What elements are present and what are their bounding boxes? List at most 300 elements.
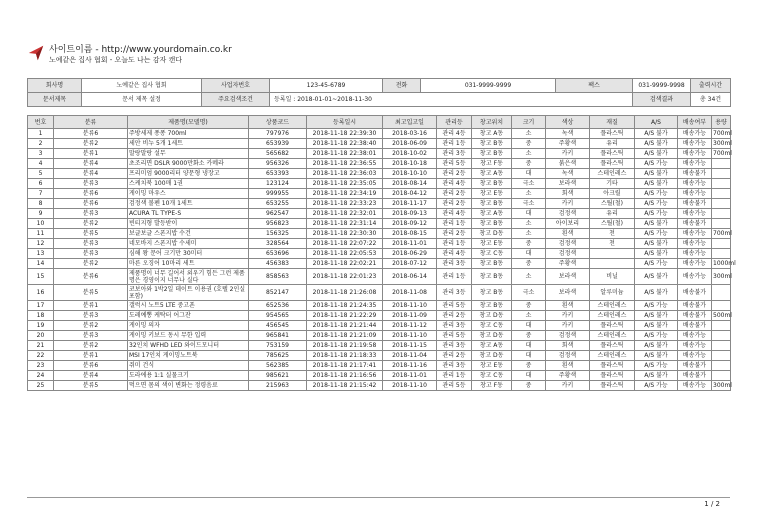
table-cell: 2018-11-18 22:35:05 bbox=[307, 179, 383, 189]
logo-icon bbox=[27, 44, 45, 62]
table-cell: 753159 bbox=[249, 341, 307, 351]
table-cell: A/S 가능 bbox=[635, 381, 678, 391]
table-cell: 23 bbox=[28, 361, 54, 371]
table-cell: 2018-11-18 21:16:56 bbox=[307, 371, 383, 381]
table-cell: 아이보리 bbox=[546, 219, 590, 229]
table-cell: 2018-11-18 21:21:09 bbox=[307, 331, 383, 341]
table-cell: 창고 D동 bbox=[472, 311, 512, 321]
column-header: 용량 bbox=[712, 116, 731, 129]
table-cell: 985621 bbox=[249, 371, 307, 381]
table-cell: 스테인레스 bbox=[590, 301, 635, 311]
table-row bbox=[28, 361, 731, 371]
table-cell bbox=[590, 259, 635, 269]
table-cell: 소 bbox=[512, 149, 546, 159]
table-cell: A/S 불가 bbox=[635, 341, 678, 351]
table-cell: 창고 B동 bbox=[472, 285, 512, 301]
column-header: 번호 bbox=[28, 116, 54, 129]
table-cell: A/S 불가 bbox=[635, 285, 678, 301]
table-cell: 8 bbox=[28, 199, 54, 209]
table-cell: 2018-11-17 bbox=[383, 199, 437, 209]
table-cell: 배송가능 bbox=[678, 331, 712, 341]
table-cell: 플라스틱 bbox=[590, 321, 635, 331]
table-cell: 스케치북 100매 1권 bbox=[128, 179, 249, 189]
table-cell: A/S 불가 bbox=[635, 179, 678, 189]
table-cell: 배송가능 bbox=[678, 139, 712, 149]
table-cell: 2018-11-01 bbox=[383, 371, 437, 381]
table-cell: 2018-11-18 21:26:08 bbox=[307, 285, 383, 301]
table-cell bbox=[712, 361, 731, 371]
table-cell: 785625 bbox=[249, 351, 307, 361]
table-cell: 유리 bbox=[590, 139, 635, 149]
site-title: 사이트이름 - http://www.yourdomain.co.kr bbox=[49, 45, 232, 55]
column-header: 등록일시 bbox=[307, 116, 383, 129]
table-cell: 300ml bbox=[713, 140, 732, 147]
table-cell: 19 bbox=[28, 321, 54, 331]
table-cell: 천 bbox=[590, 239, 635, 249]
table-cell: 플라스틱 bbox=[590, 371, 635, 381]
table-cell: 배송가능 bbox=[678, 229, 712, 239]
table-cell: 유리 bbox=[590, 209, 635, 219]
table-cell: 창고 B동 bbox=[472, 269, 512, 285]
table-cell: 카키 bbox=[546, 199, 590, 209]
table-cell: 관리 1등 bbox=[437, 139, 472, 149]
table-cell: 2018-11-08 bbox=[383, 285, 437, 301]
table-row bbox=[28, 179, 731, 189]
table-cell: 녹색 bbox=[546, 169, 590, 179]
doc-title-value: 문서 제목 설정 bbox=[82, 93, 202, 107]
table-cell: 소 bbox=[512, 189, 546, 199]
table-cell: 653939 bbox=[249, 139, 307, 149]
biz-number-value: 123-45-6789 bbox=[270, 79, 383, 93]
table-cell: 검정색 bbox=[546, 249, 590, 259]
table-cell: 배송가능 bbox=[678, 239, 712, 249]
table-cell bbox=[590, 249, 635, 259]
table-cell: 관리 4등 bbox=[437, 209, 472, 219]
table-cell: 관리 4등 bbox=[437, 179, 472, 189]
table-cell: 스테인레스 bbox=[590, 351, 635, 361]
table-row bbox=[28, 219, 731, 229]
table-cell: 관리 2등 bbox=[437, 229, 472, 239]
table-cell: 분류1 bbox=[54, 351, 128, 361]
table-cell: 대 bbox=[512, 169, 546, 179]
table-cell: 회색 bbox=[546, 189, 590, 199]
table-cell: 마른 오징어 10마리 세트 bbox=[128, 259, 249, 269]
table-cell: 녹색 bbox=[546, 129, 590, 139]
table-cell: A/S 불가 bbox=[635, 219, 678, 229]
table-cell: 스테인레스 bbox=[590, 169, 635, 179]
table-cell: 배송불가 bbox=[678, 311, 712, 321]
table-cell: 2018-11-18 21:17:41 bbox=[307, 361, 383, 371]
table-cell: 배송불가 bbox=[678, 371, 712, 381]
table-cell: 소 bbox=[512, 219, 546, 229]
table-cell: 배송가능 bbox=[678, 249, 712, 259]
table-cell: 스테인레스 bbox=[590, 311, 635, 321]
table-cell: 코보아와 1박2일 데이트 이용권 (호텔 2인실 포함) bbox=[128, 285, 249, 301]
table-cell: 2018-11-18 22:33:23 bbox=[307, 199, 383, 209]
table-cell: A/S 가능 bbox=[635, 199, 678, 209]
search-condition-label: 주요검색조건 bbox=[202, 93, 270, 107]
table-cell: 게이밍 키보드 동시 무한 입력 bbox=[128, 331, 249, 341]
table-cell: 배송가능 bbox=[678, 129, 712, 139]
table-cell: 대 bbox=[512, 341, 546, 351]
table-cell bbox=[712, 159, 731, 169]
table-cell: 관리 5등 bbox=[437, 301, 472, 311]
table-cell: 알루미늄 bbox=[590, 285, 635, 301]
table-cell: 797976 bbox=[249, 129, 307, 139]
table-cell: 배송불가 bbox=[678, 169, 712, 179]
table-row bbox=[28, 269, 731, 285]
table-cell: 분류3 bbox=[54, 209, 128, 219]
table-row bbox=[28, 239, 731, 249]
table-cell: 프리미엄 9000리터 양문형 냉장고 bbox=[128, 169, 249, 179]
table-cell: 25 bbox=[28, 381, 54, 391]
table-cell: 갤럭시 노트5 LTE 중고폰 bbox=[128, 301, 249, 311]
table-cell: 관리 3등 bbox=[437, 361, 472, 371]
table-row bbox=[28, 199, 731, 209]
table-cell: 2018-11-12 bbox=[383, 321, 437, 331]
table-cell: 10 bbox=[28, 219, 54, 229]
table-cell: 956326 bbox=[249, 159, 307, 169]
table-cell bbox=[712, 239, 731, 249]
table-cell: 분류4 bbox=[54, 371, 128, 381]
table-cell: 보라색 bbox=[546, 269, 590, 285]
table-cell: 대 bbox=[512, 249, 546, 259]
table-cell: 분류4 bbox=[54, 159, 128, 169]
table-cell: 배송불가 bbox=[678, 301, 712, 311]
table-cell: 2018-11-18 22:38:40 bbox=[307, 139, 383, 149]
table-cell: 소 bbox=[512, 311, 546, 321]
table-cell: 2018-11-01 bbox=[383, 239, 437, 249]
table-cell: 2018-07-12 bbox=[383, 259, 437, 269]
table-cell: 대 bbox=[512, 209, 546, 219]
table-cell: 도레예뽕 케탁터 어그잔 bbox=[128, 311, 249, 321]
table-cell: 12 bbox=[28, 239, 54, 249]
table-cell: 대 bbox=[512, 321, 546, 331]
table-cell: 관리 2등 bbox=[437, 169, 472, 179]
table-cell: A/S 가능 bbox=[635, 331, 678, 341]
table-cell: 2018-11-18 22:05:53 bbox=[307, 249, 383, 259]
table-cell: 1 bbox=[28, 129, 54, 139]
table-cell: 창고 A동 bbox=[472, 169, 512, 179]
table-cell: 2018-11-18 21:24:35 bbox=[307, 301, 383, 311]
table-cell: 흰색 bbox=[546, 229, 590, 239]
table-cell: 카키 bbox=[546, 149, 590, 159]
table-cell: 32인치 WFHD LED 와이드모니터 bbox=[128, 341, 249, 351]
table-cell: 562385 bbox=[249, 361, 307, 371]
table-cell: 500ml bbox=[713, 312, 732, 319]
table-row bbox=[28, 371, 731, 381]
table-cell: 관리 5등 bbox=[437, 331, 472, 341]
table-row bbox=[28, 381, 731, 391]
table-cell: 창고 B동 bbox=[472, 149, 512, 159]
table-cell: 비닐 bbox=[590, 269, 635, 285]
table-cell: A/S 불가 bbox=[635, 321, 678, 331]
table-cell: 기타 bbox=[590, 179, 635, 189]
table-cell: 회색 bbox=[546, 341, 590, 351]
table-cell: A/S 불가 bbox=[635, 239, 678, 249]
table-cell: 2018-11-18 22:38:01 bbox=[307, 149, 383, 159]
column-header: 창고위치 bbox=[472, 116, 512, 129]
table-cell: 창고 F동 bbox=[472, 381, 512, 391]
table-cell: A/S 가능 bbox=[635, 159, 678, 169]
table-cell: 565682 bbox=[249, 149, 307, 159]
table-cell: 심해 왕 문어 크기만 30미터 bbox=[128, 249, 249, 259]
table-cell: 653393 bbox=[249, 169, 307, 179]
table-cell: 2018-11-18 22:30:30 bbox=[307, 229, 383, 239]
column-header: A/S bbox=[635, 116, 678, 129]
table-cell: 분류5 bbox=[54, 381, 128, 391]
table-cell: 2018-03-16 bbox=[383, 129, 437, 139]
table-cell: 플라스틱 bbox=[590, 129, 635, 139]
table-cell: 2018-11-18 22:36:03 bbox=[307, 169, 383, 179]
table-cell: 세안 비누 5개 1세트 bbox=[128, 139, 249, 149]
table-cell: 먹으면 몸의 색이 변화는 정령음료 bbox=[128, 381, 249, 391]
table-cell: 999955 bbox=[249, 189, 307, 199]
table-cell: 18 bbox=[28, 311, 54, 321]
table-cell: 16 bbox=[28, 285, 54, 301]
table-cell: 창고 A동 bbox=[472, 341, 512, 351]
table-cell: 검정색 볼펜 10개 1세트 bbox=[128, 199, 249, 209]
table-row bbox=[28, 311, 731, 321]
table-cell: 창고 A동 bbox=[472, 209, 512, 219]
table-cell: 배송가능 bbox=[678, 351, 712, 361]
search-condition-value: 등록일 : 2018-01-01~2018-11-30 bbox=[270, 93, 633, 107]
table-cell: 극소 bbox=[512, 285, 546, 301]
table-cell: 창고 D동 bbox=[472, 351, 512, 361]
table-cell: 20 bbox=[28, 331, 54, 341]
table-cell: 5 bbox=[28, 169, 54, 179]
table-cell: 배송가능 bbox=[678, 179, 712, 189]
table-cell: 관리 3등 bbox=[437, 285, 472, 301]
table-cell: 분류6 bbox=[54, 129, 128, 139]
table-cell: 2018-11-16 bbox=[383, 361, 437, 371]
table-cell: 분류2 bbox=[54, 321, 128, 331]
table-cell bbox=[712, 249, 731, 259]
tel-label: 전화 bbox=[383, 79, 421, 93]
table-cell: 2018-11-18 22:34:19 bbox=[307, 189, 383, 199]
table-cell: 게이밍 마우스 bbox=[128, 189, 249, 199]
table-cell: 652536 bbox=[249, 301, 307, 311]
table-row bbox=[28, 189, 731, 199]
table-cell: 도라에용 1:1 실물크기 bbox=[128, 371, 249, 381]
table-cell: 분류2 bbox=[54, 259, 128, 269]
table-cell: 카키 bbox=[546, 381, 590, 391]
fax-value: 031-9999-9998 bbox=[633, 79, 691, 93]
table-row bbox=[28, 159, 731, 169]
table-cell: 2018-11-18 22:07:22 bbox=[307, 239, 383, 249]
table-cell: 관리 3등 bbox=[437, 259, 472, 269]
column-header: 상품코드 bbox=[249, 116, 307, 129]
table-cell: 21 bbox=[28, 341, 54, 351]
table-cell: 700ml bbox=[713, 150, 732, 157]
table-cell: 천 bbox=[590, 229, 635, 239]
table-cell: 300ml bbox=[712, 269, 731, 285]
table-cell: 중 bbox=[512, 259, 546, 269]
table-cell bbox=[712, 331, 731, 341]
table-cell: 분류2 bbox=[54, 341, 128, 351]
table-cell: 700ml bbox=[713, 230, 732, 237]
table-cell: 네모바지 스폰지밥 수세미 bbox=[128, 239, 249, 249]
table-cell: 2018-11-10 bbox=[383, 381, 437, 391]
table-cell: 극소 bbox=[512, 199, 546, 209]
table-cell: 956823 bbox=[249, 219, 307, 229]
table-cell: 2018-11-15 bbox=[383, 341, 437, 351]
table-row bbox=[28, 169, 731, 179]
table-cell: 배송가능 bbox=[678, 189, 712, 199]
table-cell: 2018-08-14 bbox=[383, 179, 437, 189]
table-cell bbox=[712, 371, 731, 381]
table-cell: 2018-11-10 bbox=[383, 301, 437, 311]
table-cell: 관리 2등 bbox=[437, 199, 472, 209]
table-cell: 965841 bbox=[249, 331, 307, 341]
table-cell: 창고 B동 bbox=[472, 219, 512, 229]
column-header: 분류 bbox=[54, 116, 128, 129]
site-slogan: 노예같은 집사 협회 - 오늘도 나는 감자 캔다 bbox=[49, 56, 183, 64]
table-cell: 소 bbox=[512, 129, 546, 139]
table-cell: 배송가능 bbox=[678, 209, 712, 219]
table-row bbox=[28, 209, 731, 219]
table-cell: 분류6 bbox=[54, 189, 128, 199]
table-cell: 653255 bbox=[249, 199, 307, 209]
table-cell bbox=[712, 285, 731, 301]
table-cell: A/S 불가 bbox=[635, 371, 678, 381]
table-cell: 분류1 bbox=[54, 301, 128, 311]
table-cell: 창고 C동 bbox=[472, 321, 512, 331]
table-cell: 배송가능 bbox=[678, 269, 712, 285]
table-cell: A/S 불가 bbox=[635, 169, 678, 179]
table-cell: 관리 5등 bbox=[437, 381, 472, 391]
table-cell: 플라스틱 bbox=[590, 341, 635, 351]
table-cell: 2018-06-09 bbox=[383, 139, 437, 149]
table-cell: 창고 E동 bbox=[472, 239, 512, 249]
table-cell: 17 bbox=[28, 301, 54, 311]
table-cell: 관리 2등 bbox=[437, 189, 472, 199]
table-cell: 창고 C동 bbox=[472, 249, 512, 259]
table-cell: 창고 B동 bbox=[472, 301, 512, 311]
table-cell: 분류5 bbox=[54, 229, 128, 239]
table-cell bbox=[712, 189, 731, 199]
table-cell: 9 bbox=[28, 209, 54, 219]
table-cell: 653696 bbox=[249, 249, 307, 259]
table-cell: 흰색 bbox=[546, 361, 590, 371]
table-cell: 2018-11-18 21:18:33 bbox=[307, 351, 383, 361]
table-cell: 분류6 bbox=[54, 199, 128, 209]
table-cell: 2018-11-18 21:21:44 bbox=[307, 321, 383, 331]
table-cell: 창고 D동 bbox=[472, 229, 512, 239]
table-cell: ACURA TL TYPE-S bbox=[128, 209, 249, 219]
table-cell: 2018-11-10 bbox=[383, 331, 437, 341]
page-number: 1 / 2 bbox=[704, 500, 720, 508]
table-cell: 456545 bbox=[249, 321, 307, 331]
table-cell: 초조리면 DSLR 9000만화소 카메라 bbox=[128, 159, 249, 169]
table-cell: 창고 B동 bbox=[472, 139, 512, 149]
company-value: 노예같은 집사 협회 bbox=[82, 79, 202, 93]
table-row bbox=[28, 149, 731, 159]
table-cell: 플라스틱 bbox=[590, 361, 635, 371]
table-cell: 창고 E동 bbox=[472, 361, 512, 371]
table-header-row bbox=[28, 116, 731, 129]
fax-label: 팩스 bbox=[556, 79, 633, 93]
table-cell: 스틸(철) bbox=[590, 219, 635, 229]
table-cell: 중 bbox=[512, 361, 546, 371]
table-cell: A/S 불가 bbox=[635, 351, 678, 361]
table-cell: 대 bbox=[512, 371, 546, 381]
table-cell: 주황색 bbox=[546, 259, 590, 269]
table-cell: 328564 bbox=[249, 239, 307, 249]
column-header: 최고입고일 bbox=[383, 116, 437, 129]
table-cell: 창고 C동 bbox=[472, 371, 512, 381]
table-cell: 붉은색 bbox=[546, 159, 590, 169]
table-cell: 2018-11-18 22:32:01 bbox=[307, 209, 383, 219]
table-cell: 보라색 bbox=[546, 179, 590, 189]
table-cell: 스테인레스 bbox=[590, 331, 635, 341]
table-cell: 123124 bbox=[249, 179, 307, 189]
table-cell: 700ml bbox=[713, 130, 732, 137]
table-cell: 창고 B동 bbox=[472, 259, 512, 269]
table-cell: 중 bbox=[512, 301, 546, 311]
table-cell: 배송불가 bbox=[678, 199, 712, 209]
table-cell: 300ml bbox=[713, 382, 732, 389]
table-cell: 주황색 bbox=[546, 139, 590, 149]
company-label: 회사명 bbox=[28, 79, 82, 93]
table-cell: 창고 F동 bbox=[472, 159, 512, 169]
table-cell: 관리 1등 bbox=[437, 219, 472, 229]
table-cell: 2018-04-12 bbox=[383, 189, 437, 199]
table-cell: 분류3 bbox=[54, 249, 128, 259]
table-cell: 2018-11-18 22:02:21 bbox=[307, 259, 383, 269]
column-header: 관리등 bbox=[437, 116, 472, 129]
table-cell: 보글보글 스폰지밥 수건 bbox=[128, 229, 249, 239]
table-row bbox=[28, 229, 731, 239]
table-cell: 아크릴 bbox=[590, 189, 635, 199]
table-cell: 카키 bbox=[546, 321, 590, 331]
table-row bbox=[28, 321, 731, 331]
table-cell: 쥐미 건식 bbox=[128, 361, 249, 371]
table-cell: 2018-11-18 22:01:23 bbox=[307, 269, 383, 285]
table-cell: 215963 bbox=[249, 381, 307, 391]
table-cell bbox=[712, 199, 731, 209]
search-result-value: 총 34건 bbox=[691, 93, 731, 107]
table-cell: 플라스틱 bbox=[590, 381, 635, 391]
table-cell bbox=[712, 301, 731, 311]
table-row bbox=[28, 285, 731, 301]
table-cell: 배송가능 bbox=[678, 381, 712, 391]
table-cell: 검정색 bbox=[546, 351, 590, 361]
table-cell: 2018-11-18 22:39:30 bbox=[307, 129, 383, 139]
table-cell bbox=[712, 321, 731, 331]
table-cell: 2018-11-18 21:15:42 bbox=[307, 381, 383, 391]
table-cell: 배송가능 bbox=[678, 159, 712, 169]
table-cell: 분류6 bbox=[54, 361, 128, 371]
table-cell: 456383 bbox=[249, 259, 307, 269]
column-header: 제품명(모델명) bbox=[128, 116, 249, 129]
table-cell: A/S 가능 bbox=[635, 259, 678, 269]
table-cell: 852147 bbox=[249, 285, 307, 301]
table-cell: 2018-11-18 21:19:58 bbox=[307, 341, 383, 351]
table-cell: A/S 불가 bbox=[635, 139, 678, 149]
table-cell: 2 bbox=[28, 139, 54, 149]
table-cell: 2018-11-18 22:31:14 bbox=[307, 219, 383, 229]
table-cell: 관리 3등 bbox=[437, 149, 472, 159]
table-cell: 플라스틱 bbox=[590, 149, 635, 159]
table-cell: 14 bbox=[28, 259, 54, 269]
table-cell: 4 bbox=[28, 159, 54, 169]
table-cell: 2018-11-09 bbox=[383, 311, 437, 321]
table-cell: 관리 4등 bbox=[437, 249, 472, 259]
table-cell: A/S 가능 bbox=[635, 189, 678, 199]
table-cell: 24 bbox=[28, 371, 54, 381]
table-cell: 관리 3등 bbox=[437, 341, 472, 351]
